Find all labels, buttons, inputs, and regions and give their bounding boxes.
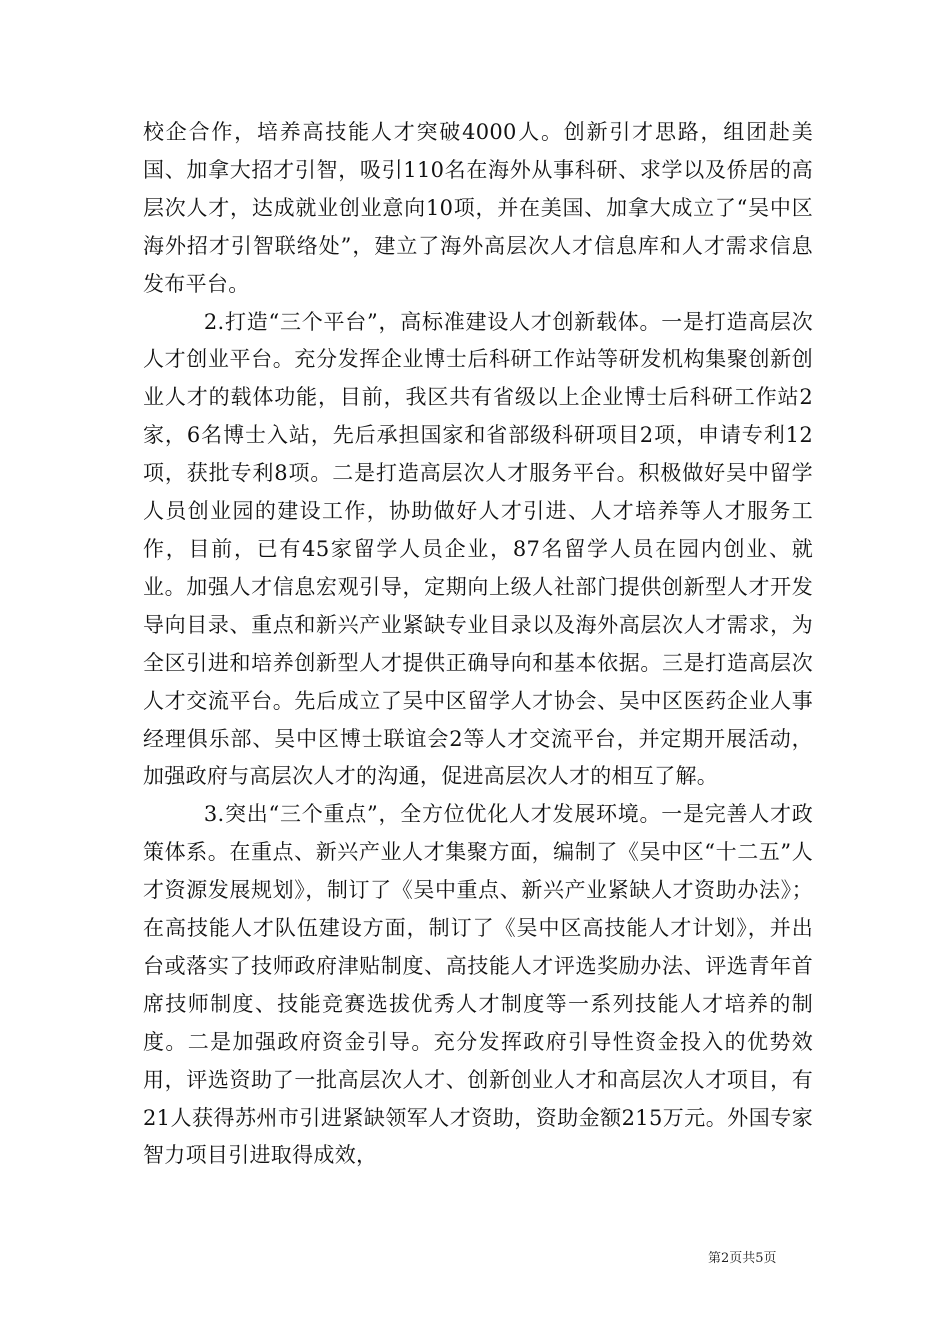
paragraph-three-platforms: 2.打造“三个平台”，高标准建设人才创新载体。一是打造高层次人才创业平台。充分发挥企业博士后科研工作站等研发机构集聚创新创业人才的载体功能，目前，我区共有省级以上企业博士后科研工作站2家，6名博士入站，先后承担国家和省部级科研项目2项，申请专利12项，获批专利8项。二是打造高层次人才服务平台。积极做好吴中留学人员创业园的建设工作，协助做好人才引进、人才培养等人才服务工作，目前，已有45家留学人员企业，87名留学人员在园内创业、就业。加强人才信息宏观引导，定期向上级人社部门提供创新型人才开发导向目录、重点和新兴产业紧缺专业目录以及海外高层次人才需求，为全区引进和培养创新型人才提供正确导向和基本依据。三是打造高层次人才交流平台。先后成立了吴中区留学人才协会、吴中区医药企业人事经理俱乐部、吴中区博士联谊会2等人才交流平台，并定期开展活动，加强政府与高层次人才的沟通，促进高层次人才的相互了解。 <box>143 309 813 789</box>
page-number-footer: 第2页共5页 <box>708 1251 777 1266</box>
paragraph-continuation: 校企合作，培养高技能人才突破4000人。创新引才思路，组团赴美国、加拿大招才引智，吸引110名在海外从事科研、求学以及侨居的高层次人才，达成就业创业意向10项，并在美国、加拿大成立了“吴中区海外招才引智联络处”，建立了海外高层次人才信息库和人才需求信息发布平台。 <box>143 120 813 296</box>
document-body <box>143 114 813 1175</box>
paragraph-three-priorities: 3.突出“三个重点”，全方位优化人才发展环境。一是完善人才政策体系。在重点、新兴产业人才集聚方面，编制了《吴中区“十二五”人才资源发展规划》，制订了《吴中重点、新兴产业紧缺人才资助办法》；在高技能人才队伍建设方面，制订了《吴中区高技能人才计划》，并出台或落实了技师政府津贴制度、高技能人才评选奖励办法、评选青年首席技师制度、技能竞赛选拔优秀人才制度等一系列技能人才培养的制度。二是加强政府资金引导。充分发挥政府引导性资金投入的优势效用，评选资助了一批高层次人才、创新创业人才和高层次人才项目，有21人获得苏州市引进紧缺领军人才资助，资助金额215万元。外国专家智力项目引进取得成效， <box>143 802 813 1168</box>
